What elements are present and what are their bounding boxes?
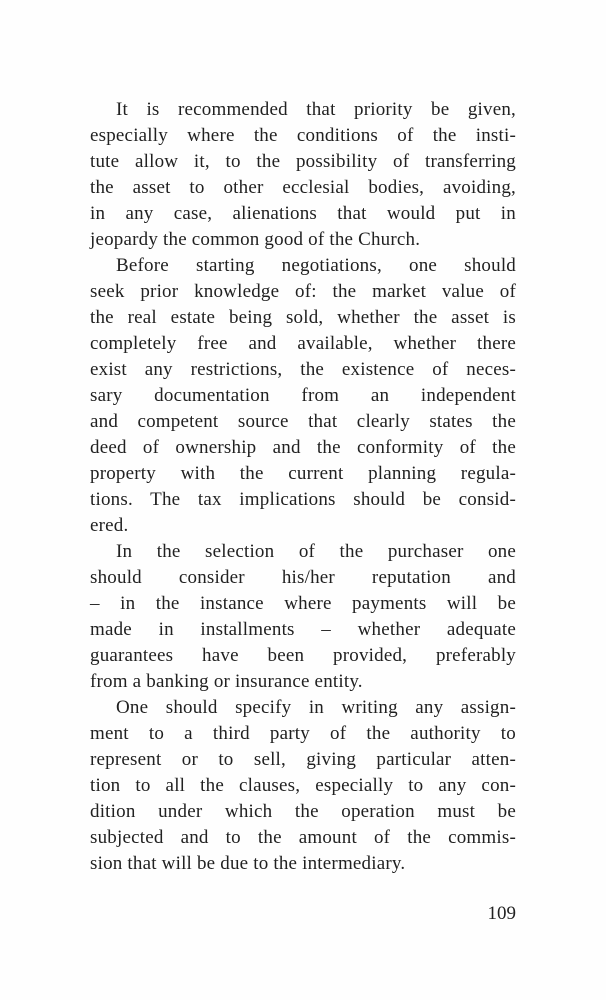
paragraph	[90, 695, 516, 877]
text-line: from a banking or insurance entity.	[90, 671, 363, 692]
text-line: ered.	[90, 515, 129, 536]
text-line: dition under which the operation must be	[90, 801, 516, 822]
text-line: tute allow it, to the possibility of transferring	[90, 151, 516, 172]
text-line: in any case, alienations that would put in	[90, 203, 516, 224]
text-line: ment to a third party of the authority to	[90, 723, 516, 744]
text-line: It is recommended that priority be given,	[116, 99, 516, 120]
text-line: the real estate being sold, whether the asset is	[90, 307, 516, 328]
text-line: should consider his/her reputation and	[90, 567, 516, 588]
page-body-text	[90, 97, 516, 877]
page-number: 109	[487, 903, 516, 924]
text-line: – in the instance where payments will be	[90, 593, 516, 614]
text-line: represent or to sell, giving particular atten-	[90, 749, 516, 770]
text-line: In the selection of the purchaser one	[116, 541, 516, 562]
text-line: sary documentation from an independent	[90, 385, 516, 406]
text-line: subjected and to the amount of the commis-	[90, 827, 516, 848]
paragraph	[90, 97, 516, 253]
text-line: tion to all the clauses, especially to any con-	[90, 775, 516, 796]
text-line: especially where the conditions of the insti-	[90, 125, 516, 146]
text-line: made in installments – whether adequate	[90, 619, 516, 640]
text-line: jeopardy the common good of the Church.	[90, 229, 421, 250]
paragraph	[90, 253, 516, 539]
text-line: and competent source that clearly states the	[90, 411, 516, 432]
text-line: tions. The tax implications should be consid-	[90, 489, 516, 510]
text-line: completely free and available, whether there	[90, 333, 516, 354]
text-line: the asset to other ecclesial bodies, avoiding,	[90, 177, 516, 198]
text-line: seek prior knowledge of: the market value of	[90, 281, 516, 302]
text-line: sion that will be due to the intermediary.	[90, 853, 406, 874]
text-line: guarantees have been provided, preferably	[90, 645, 516, 666]
text-line: exist any restrictions, the existence of neces-	[90, 359, 516, 380]
paragraph	[90, 539, 516, 695]
text-line: deed of ownership and the conformity of the	[90, 437, 516, 458]
text-line: Before starting negotiations, one should	[116, 255, 516, 276]
text-line: One should specify in writing any assign-	[116, 697, 516, 718]
text-line: property with the current planning regula-	[90, 463, 516, 484]
